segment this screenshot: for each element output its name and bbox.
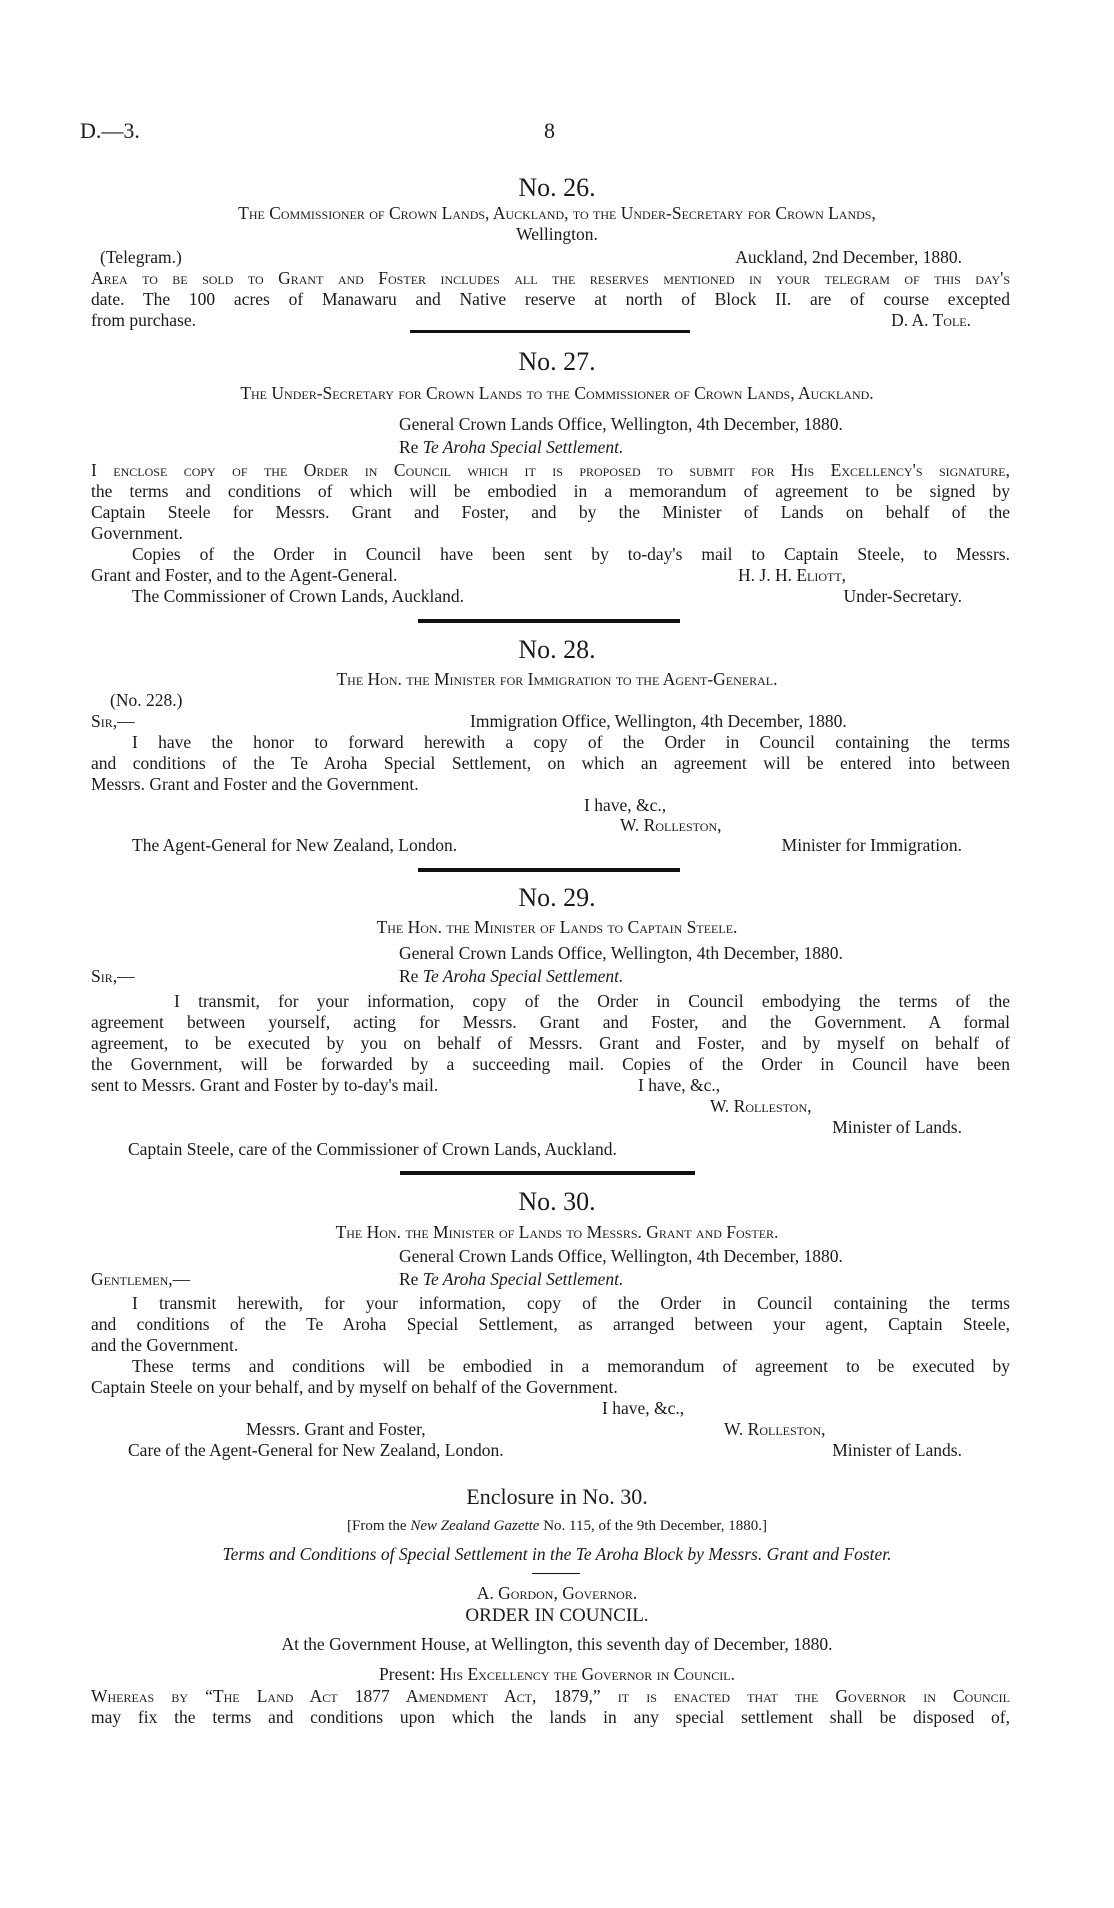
signature-title: Minister of Lands. <box>832 1117 962 1137</box>
reference-number: (No. 228.) <box>110 690 183 710</box>
re-label: Re <box>399 437 419 457</box>
telegram-note: (Telegram.) <box>100 247 182 267</box>
body-text: sent to Messrs. Grant and Foster by to-day's mail. <box>91 1075 439 1095</box>
letter-title: The Hon. the Minister of Lands to Captain Steele. <box>376 917 738 937</box>
signature-title: Minister for Immigration. <box>781 835 962 855</box>
body-text: Captain Steele for Messrs. Grant and Foster, and by the Minister of Lands on behalf of the <box>91 502 1010 522</box>
re-label: Re <box>399 966 419 986</box>
signature-name: W. Rolleston, <box>620 815 722 835</box>
signature-name: W. Rolleston, <box>710 1096 812 1116</box>
section-divider <box>418 868 680 872</box>
letter-heading: No. 29. <box>518 883 596 912</box>
office-date: General Crown Lands Office, Wellington, 4th December, 1880. <box>399 943 843 963</box>
addressee-line-2: Care of the Agent-General for New Zealand, London. <box>128 1440 504 1460</box>
section-divider <box>400 1171 695 1175</box>
terms-title: Terms and Conditions of Special Settlement in the Te Aroha Block by Messrs. Grant and Foster. <box>222 1544 892 1564</box>
body-line <box>174 991 1010 1012</box>
addressee-line-1: Messrs. Grant and Foster, <box>246 1419 426 1439</box>
office-date: Immigration Office, Wellington, 4th December, 1880. <box>470 711 847 731</box>
body-line <box>132 1293 1010 1314</box>
letter-title: The Hon. the Minister of Lands to Messrs. Grant and Foster. <box>335 1222 779 1242</box>
re-line <box>399 437 623 458</box>
addressee: The Agent-General for New Zealand, London. <box>132 835 458 855</box>
body-line <box>91 753 1010 774</box>
body-text: I have the honor to forward herewith a copy of the Order in Council containing the terms <box>132 732 1010 752</box>
letter-heading: No. 28. <box>518 635 596 664</box>
addressee: Captain Steele, care of the Commissioner of Crown Lands, Auckland. <box>128 1139 617 1159</box>
body-text: date. The 100 acres of Manawaru and Native reserve at north of Block II. are of course excepted <box>91 289 1010 309</box>
body-text: agreement, to be executed by you on behalf of Messrs. Grant and Foster, and by myself on behalf of <box>91 1033 1010 1053</box>
salutation: Sir,— <box>91 711 135 731</box>
body-text: Copies of the Order in Council have been sent by to-day's mail to Captain Steele, to Messrs. <box>132 544 1010 564</box>
body-text: and the Government. <box>91 1335 239 1355</box>
body-text: the terms and conditions of which will be embodied in a memorandum of agreement to be signed by <box>91 481 1010 501</box>
body-line <box>132 732 1010 753</box>
body-line <box>91 268 1010 289</box>
body-line <box>91 502 1010 523</box>
page-number: 8 <box>544 118 555 143</box>
re-line <box>399 966 623 987</box>
governor-line: A. Gordon, Governor. <box>476 1583 638 1603</box>
letter-title: The Under-Secretary for Crown Lands to the Commissioner of Crown Lands, Auckland. <box>240 383 874 403</box>
document-reference: D.—3. <box>80 118 140 143</box>
closing: I have, &c., <box>638 1075 721 1095</box>
office-date: General Crown Lands Office, Wellington, 4th December, 1880. <box>399 414 843 434</box>
body-line <box>91 289 1010 310</box>
section-divider <box>410 330 690 333</box>
body-line <box>91 1012 1010 1033</box>
letter-title: The Commissioner of Crown Lands, Auckland, to the Under-Secretary for Crown Lands, <box>238 203 876 223</box>
body-text: and conditions of the Te Aroha Special Settlement, on which an agreement will be entered into between <box>91 753 1010 773</box>
source-text: No. 115, of the 9th December, 1880.] <box>543 1518 768 1534</box>
letter-title-cont: Wellington. <box>516 224 598 244</box>
body-text: These terms and conditions will be embodied in a memorandum of agreement to be executed by <box>132 1356 1010 1376</box>
letter-heading: No. 26. <box>518 173 596 202</box>
letter-heading: No. 30. <box>518 1187 596 1216</box>
signature-name: W. Rolleston, <box>724 1419 826 1439</box>
body-text: from purchase. <box>91 310 196 330</box>
body-text: Government. <box>91 523 183 543</box>
re-label: Re <box>399 1269 419 1289</box>
body-text: I transmit, for your information, copy of the Order in Council embodying the terms of the <box>174 991 1010 1011</box>
re-subject: Te Aroha Special Settlement. <box>422 966 624 986</box>
short-divider <box>532 1573 580 1574</box>
body-text: Grant and Foster, and to the Agent-General. <box>91 565 398 585</box>
signature-name: H. J. H. Eliott, <box>738 565 847 585</box>
source-text: [From the <box>346 1518 407 1534</box>
body-line <box>91 1707 1010 1728</box>
order-heading: ORDER IN COUNCIL. <box>465 1605 649 1626</box>
body-line <box>91 460 1010 481</box>
re-line <box>399 1269 623 1290</box>
closing: I have, &c., <box>602 1398 685 1418</box>
body-line <box>91 1314 1010 1335</box>
body-text: I enclose copy of the Order in Council which it is proposed to submit for His Excellency's signature, <box>91 460 1010 480</box>
office-date: General Crown Lands Office, Wellington, 4th December, 1880. <box>399 1246 843 1266</box>
body-line <box>91 1686 1010 1707</box>
re-subject: Te Aroha Special Settlement. <box>422 437 624 457</box>
addressee: The Commissioner of Crown Lands, Auckland. <box>132 586 464 606</box>
body-line <box>132 544 1010 565</box>
body-line <box>132 1356 1010 1377</box>
body-text: and conditions of the Te Aroha Special Settlement, as arranged between your agent, Captain Steele, <box>91 1314 1010 1334</box>
salutation: Sir,— <box>91 966 135 986</box>
place-date: Auckland, 2nd December, 1880. <box>735 247 962 267</box>
present-text: His Excellency the Governor in Council. <box>439 1664 735 1684</box>
body-line <box>91 481 1010 502</box>
body-line <box>91 1033 1010 1054</box>
re-subject: Te Aroha Special Settlement. <box>422 1269 624 1289</box>
present-line <box>0 1664 1114 1685</box>
section-divider <box>418 619 680 623</box>
gazette-source <box>0 1517 1114 1535</box>
closing: I have, &c., <box>584 795 667 815</box>
body-text: I transmit herewith, for your information, copy of the Order in Council containing the terms <box>132 1293 1010 1313</box>
signature: D. A. Tole. <box>891 310 971 330</box>
body-text: may fix the terms and conditions upon which the lands in any special settlement shall be disposed of, <box>91 1707 1010 1727</box>
body-text: Area to be sold to Grant and Foster includes all the reserves mentioned in your telegram of this day's <box>91 268 1010 288</box>
place-date: At the Government House, at Wellington, this seventh day of December, 1880. <box>281 1634 833 1654</box>
body-text: Whereas by “The Land Act 1877 Amendment Act, 1879,” it is enacted that the Governor in Council <box>91 1686 1010 1706</box>
body-text: agreement between yourself, acting for Messrs. Grant and Foster, and the Government. A formal <box>91 1012 1010 1032</box>
body-text: Messrs. Grant and Foster and the Government. <box>91 774 419 794</box>
signature-title: Under-Secretary. <box>843 586 962 606</box>
present-label: Present: <box>379 1664 436 1684</box>
gazette-title: New Zealand Gazette <box>410 1518 540 1534</box>
enclosure-heading: Enclosure in No. 30. <box>466 1484 648 1509</box>
salutation: Gentlemen,— <box>91 1269 191 1289</box>
letter-title: The Hon. the Minister for Immigration to the Agent-General. <box>336 669 778 689</box>
signature-title: Minister of Lands. <box>832 1440 962 1460</box>
body-line <box>91 1054 1010 1075</box>
body-text: the Government, will be forwarded by a succeeding mail. Copies of the Order in Council have been <box>91 1054 1010 1074</box>
letter-heading: No. 27. <box>518 347 596 376</box>
body-text: Captain Steele on your behalf, and by myself on behalf of the Government. <box>91 1377 618 1397</box>
